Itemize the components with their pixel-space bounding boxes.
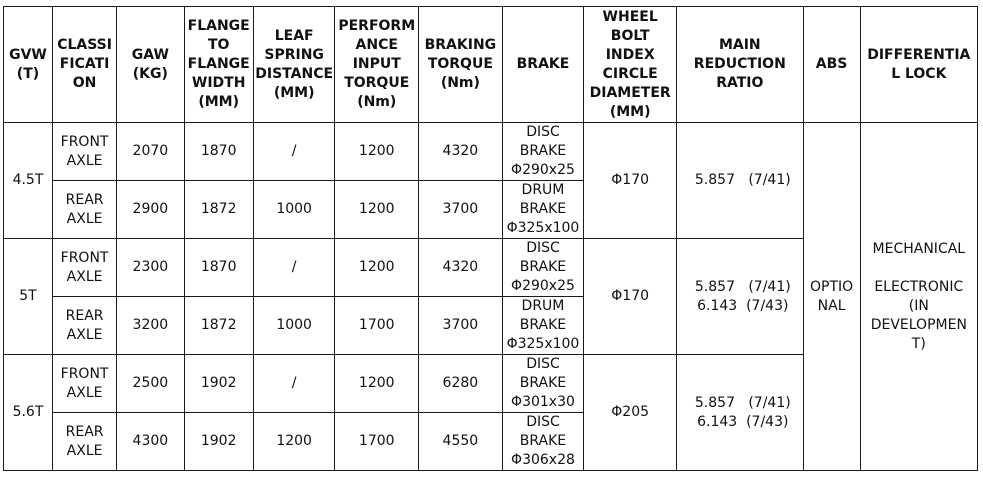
- gaw-cell: 2300: [117, 239, 184, 297]
- header-input-torque: PERFORM ANCE INPUT TORQUE (Nm): [335, 7, 419, 123]
- leaf-spring-cell: 1200: [253, 413, 335, 471]
- classification-cell: FRONT AXLE: [52, 123, 116, 181]
- header-gvw: GVW (T): [4, 7, 53, 123]
- reduction-ratio-cell: [677, 239, 803, 355]
- input-torque-cell: 1700: [335, 413, 419, 471]
- classification-cell: REAR AXLE: [52, 297, 116, 355]
- leaf-spring-cell: /: [253, 239, 335, 297]
- ratio-line: 5.857 (7/41): [694, 278, 791, 295]
- brake-cell: DISC BRAKE Φ306x28: [502, 413, 584, 471]
- gaw-cell: 2070: [117, 123, 184, 181]
- leaf-spring-cell: /: [253, 123, 335, 181]
- header-differential-lock: DIFFERENTIA L LOCK: [860, 7, 977, 123]
- classification-cell: FRONT AXLE: [52, 239, 116, 297]
- header-brake: BRAKE: [502, 7, 584, 123]
- axle-spec-table: [3, 6, 978, 471]
- brake-cell: DRUM BRAKE Φ325x100: [502, 297, 584, 355]
- leaf-spring-cell: 1000: [253, 181, 335, 239]
- braking-torque-cell: 4320: [419, 123, 503, 181]
- table-row: [4, 123, 978, 181]
- ratio-line: 6.143 (7/43): [697, 297, 789, 314]
- gaw-cell: 3200: [117, 297, 184, 355]
- flange-width-cell: 1902: [184, 413, 253, 471]
- gaw-cell: 2900: [117, 181, 184, 239]
- input-torque-cell: 1200: [335, 355, 419, 413]
- classification-cell: REAR AXLE: [52, 181, 116, 239]
- gvw-cell: 4.5T: [4, 123, 53, 239]
- leaf-spring-cell: /: [253, 355, 335, 413]
- input-torque-cell: 1200: [335, 239, 419, 297]
- gvw-cell: 5T: [4, 239, 53, 355]
- classification-cell: FRONT AXLE: [52, 355, 116, 413]
- header-flange-width: FLANGE TO FLANGE WIDTH (MM): [184, 7, 253, 123]
- header-abs: ABS: [803, 7, 860, 123]
- header-classification: CLASSI FICATI ON: [52, 7, 116, 123]
- input-torque-cell: 1700: [335, 297, 419, 355]
- abs-cell: OPTIO NAL: [803, 123, 860, 471]
- header-leaf-spring-distance: LEAF SPRING DISTANCE (MM): [253, 7, 335, 123]
- reduction-ratio-cell: [677, 355, 803, 471]
- gaw-cell: 2500: [117, 355, 184, 413]
- header-wheel-bolt-pcd: WHEEL BOLT INDEX CIRCLE DIAMETER (MM): [584, 7, 677, 123]
- reduction-ratio-cell: [677, 123, 803, 239]
- braking-torque-cell: 3700: [419, 181, 503, 239]
- flange-width-cell: 1902: [184, 355, 253, 413]
- differential-lock-cell: MECHANICAL ELECTRONIC (IN DEVELOPMEN T): [860, 123, 977, 471]
- gaw-cell: 4300: [117, 413, 184, 471]
- ratio-line: 6.143 (7/43): [697, 413, 789, 430]
- brake-cell: DISC BRAKE Φ290x25: [502, 239, 584, 297]
- flange-width-cell: 1872: [184, 297, 253, 355]
- braking-torque-cell: 3700: [419, 297, 503, 355]
- header-row: [4, 7, 978, 123]
- flange-width-cell: 1870: [184, 123, 253, 181]
- classification-cell: REAR AXLE: [52, 413, 116, 471]
- flange-width-cell: 1870: [184, 239, 253, 297]
- brake-cell: DISC BRAKE Φ301x30: [502, 355, 584, 413]
- header-gaw: GAW (KG): [117, 7, 184, 123]
- braking-torque-cell: 6280: [419, 355, 503, 413]
- braking-torque-cell: 4320: [419, 239, 503, 297]
- wheel-bolt-pcd-cell: Φ170: [584, 123, 677, 239]
- gvw-cell: 5.6T: [4, 355, 53, 471]
- header-braking-torque: BRAKING TORQUE (Nm): [419, 7, 503, 123]
- header-main-reduction-ratio: MAIN REDUCTION RATIO: [677, 7, 803, 123]
- flange-width-cell: 1872: [184, 181, 253, 239]
- brake-cell: DISC BRAKE Φ290x25: [502, 123, 584, 181]
- wheel-bolt-pcd-cell: Φ170: [584, 239, 677, 355]
- ratio-line: 5.857 (7/41): [694, 394, 791, 411]
- input-torque-cell: 1200: [335, 123, 419, 181]
- wheel-bolt-pcd-cell: Φ205: [584, 355, 677, 471]
- leaf-spring-cell: 1000: [253, 297, 335, 355]
- brake-cell: DRUM BRAKE Φ325x100: [502, 181, 584, 239]
- braking-torque-cell: 4550: [419, 413, 503, 471]
- input-torque-cell: 1200: [335, 181, 419, 239]
- ratio-line: 5.857 (7/41): [694, 172, 791, 188]
